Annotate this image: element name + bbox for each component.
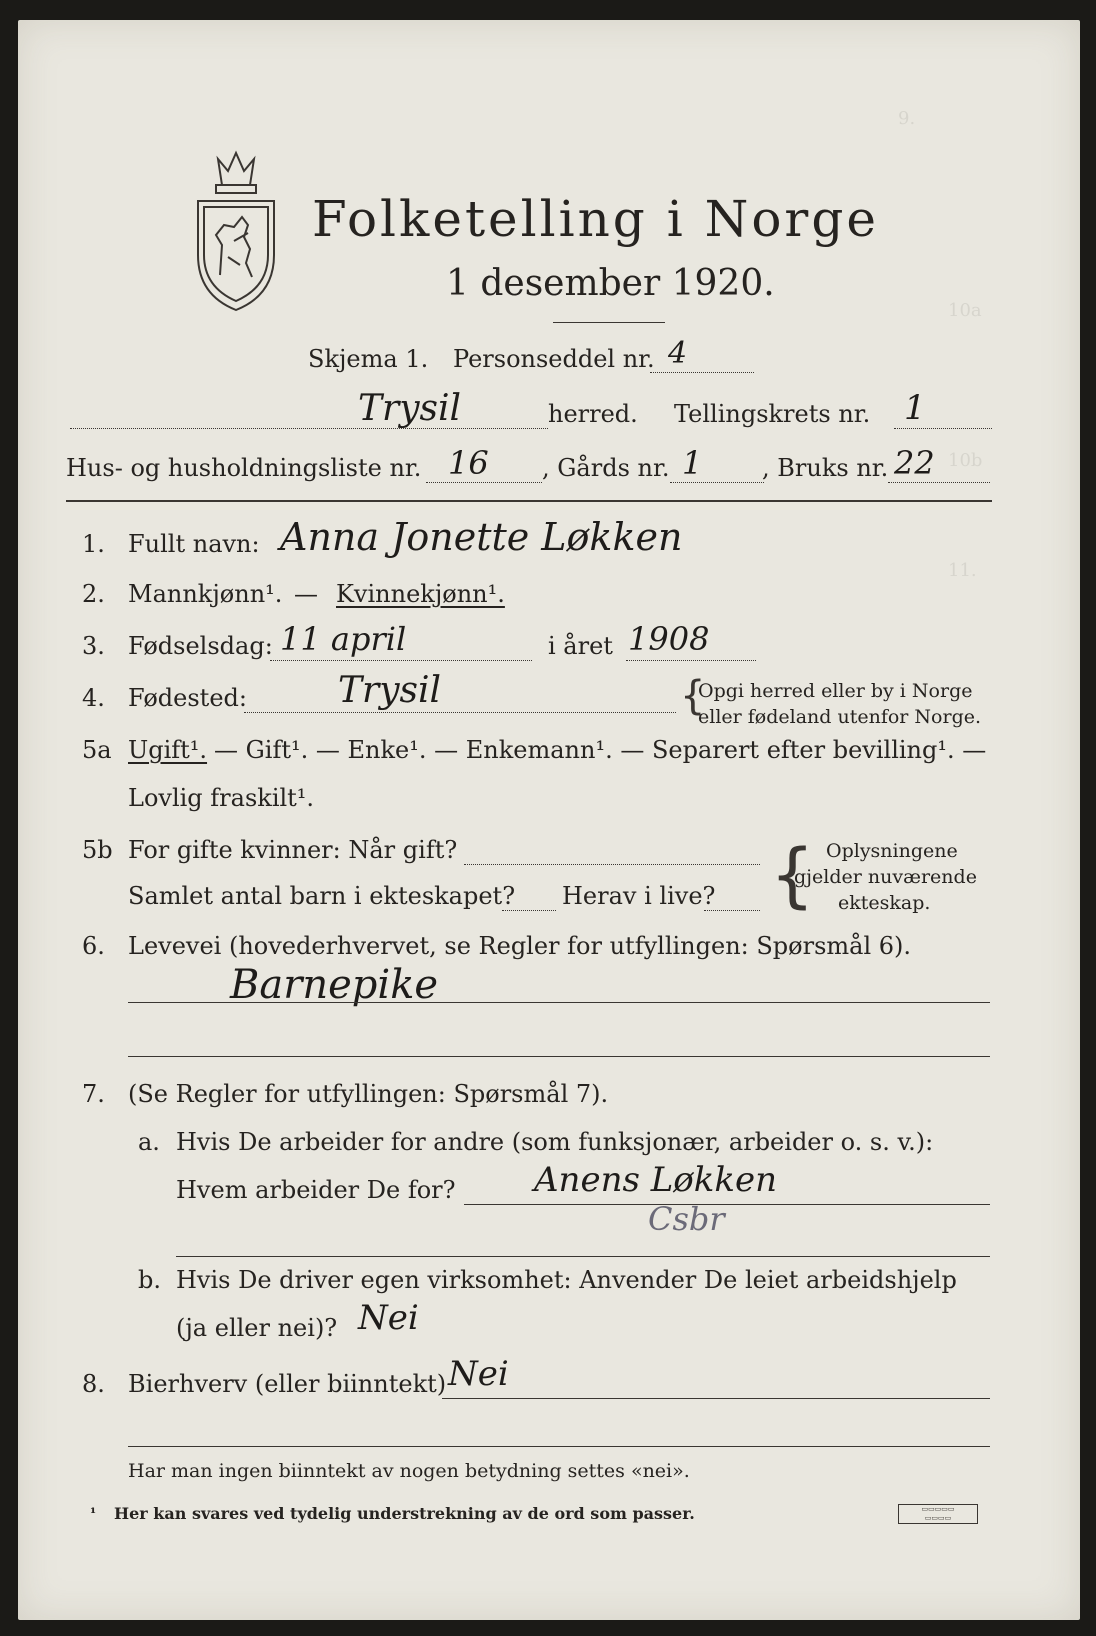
birthplace-note-1: Opgi herred eller by i Norge <box>698 680 973 702</box>
husliste-value[interactable]: 16 <box>448 444 489 482</box>
birthday-value[interactable]: 11 april <box>280 620 407 658</box>
q7a-letter: a. <box>138 1128 160 1156</box>
employer-label: Hvem arbeider De for? <box>176 1176 456 1204</box>
alive-line <box>704 910 760 911</box>
herred-line <box>70 428 548 429</box>
form-title: Folketelling i Norge <box>312 190 879 248</box>
brace-icon: { <box>770 834 815 916</box>
husliste-line <box>426 482 542 483</box>
q7-number: 7. <box>82 1080 105 1108</box>
q8-number: 8. <box>82 1370 105 1398</box>
employer-value[interactable]: Anens Løkken <box>534 1160 777 1200</box>
married-when-label: For gifte kvinner: Når gift? <box>128 836 458 864</box>
q7b-letter: b. <box>138 1266 161 1294</box>
gards-line <box>670 482 764 483</box>
birthplace-line <box>244 712 676 713</box>
fraskilt-option[interactable]: Lovlig fraskilt¹. <box>128 784 315 812</box>
q3-label: Fødselsdag: <box>128 632 273 660</box>
occupation-line-2 <box>128 1056 990 1057</box>
norwegian-coat-of-arms-icon <box>188 145 284 315</box>
bruks-value[interactable]: 22 <box>894 444 935 482</box>
sex-separator: — <box>294 580 318 608</box>
q7b-label: Hvis De driver egen virksomhet: Anvender De leiet arbeidshjelp <box>176 1266 957 1294</box>
gards-label: , Gårds nr. <box>542 454 670 482</box>
q4-label: Fødested: <box>128 684 247 712</box>
herred-value[interactable]: Trysil <box>358 388 462 429</box>
male-option[interactable]: Mannkjønn¹. <box>128 580 283 608</box>
side-income-value[interactable]: Nei <box>448 1354 509 1394</box>
personseddel-value[interactable]: 4 <box>668 336 688 371</box>
alive-label: Herav i live? <box>562 882 716 910</box>
tellingskrets-label: Tellingskrets nr. <box>674 400 871 428</box>
printer-stamp-icon: ▭▭▭▭▭ ▭▭▭▭ <box>898 1504 978 1524</box>
marriage-note-3: ekteskap. <box>838 892 931 914</box>
census-form <box>18 20 1080 1620</box>
marital-options[interactable]: — Gift¹. — Enke¹. — Enkemann¹. — Separert efter bevilling¹. — <box>214 736 987 764</box>
gards-value[interactable]: 1 <box>682 444 703 482</box>
q3-number: 3. <box>82 632 105 660</box>
side-income-line <box>442 1398 990 1399</box>
personseddel-label: Personseddel nr. <box>453 345 655 373</box>
employer-line <box>464 1204 990 1205</box>
footer-note: Har man ingen biinntekt av nogen betydning settes «nei». <box>128 1460 690 1482</box>
q4-number: 4. <box>82 684 105 712</box>
employer-line-2 <box>176 1256 990 1257</box>
q6-number: 6. <box>82 932 105 960</box>
bleed-through: 11. <box>948 560 977 581</box>
bleed-through: 10b <box>948 450 983 471</box>
hired-help-value[interactable]: Nei <box>358 1298 419 1338</box>
female-option[interactable]: Kvinnekjønn¹. <box>336 580 505 608</box>
occupation-label: Levevei (hovederhvervet, se Regler for utfyllingen: Spørsmål 6). <box>128 932 912 960</box>
side-income-line-2 <box>128 1446 990 1447</box>
birthplace-note-2: eller fødeland utenfor Norge. <box>698 706 982 728</box>
occupation-value[interactable]: Barnepike <box>230 962 439 1008</box>
marriage-note-2: gjelder nuværende <box>794 866 977 888</box>
q5b-number: 5b <box>82 836 113 864</box>
tellingskrets-line <box>894 428 992 429</box>
marriage-note-1: Oplysningene <box>826 840 958 862</box>
employer-code-mark: Csbr <box>648 1200 725 1238</box>
husliste-label: Hus- og husholdningsliste nr. <box>66 454 422 482</box>
tellingskrets-value[interactable]: 1 <box>904 388 926 428</box>
bleed-through: 9. <box>898 108 916 129</box>
full-name-value[interactable]: Anna Jonette Løkken <box>280 515 683 559</box>
herred-label: herred. <box>548 400 638 428</box>
q7-label: (Se Regler for utfyllingen: Spørsmål 7). <box>128 1080 609 1108</box>
married-when-line <box>464 864 760 865</box>
bruks-line <box>888 482 990 483</box>
bruks-label: , Bruks nr. <box>762 454 889 482</box>
birth-year-value[interactable]: 1908 <box>628 620 710 658</box>
schema-label: Skjema 1. <box>308 345 429 373</box>
footnote: Her kan svares ved tydelig understrekning av de ord som passer. <box>114 1504 695 1523</box>
section-divider <box>66 500 992 502</box>
q7a-label: Hvis De arbeider for andre (som funksjonær, arbeider o. s. v.): <box>176 1128 934 1156</box>
q5a-number: 5a <box>82 736 112 764</box>
q1-label: Fullt navn: <box>128 530 260 558</box>
hired-help-label: (ja eller nei)? <box>176 1314 338 1342</box>
year-line <box>626 660 756 661</box>
title-rule <box>553 322 665 323</box>
children-label: Samlet antal barn i ekteskapet? <box>128 882 516 910</box>
form-date: 1 desember 1920. <box>446 263 775 304</box>
q1-number: 1. <box>82 530 105 558</box>
personseddel-line <box>650 372 754 373</box>
birthplace-value[interactable]: Trysil <box>338 670 442 711</box>
bleed-through: 10a <box>948 300 982 321</box>
year-label: i året <box>548 632 613 660</box>
birthday-line <box>270 660 532 661</box>
footnote-mark: ¹ <box>90 1506 97 1522</box>
side-income-label: Bierhverv (eller biinntekt) <box>128 1370 447 1398</box>
brace-icon: { <box>680 673 706 719</box>
q2-number: 2. <box>82 580 105 608</box>
ugift-option[interactable]: Ugift¹. <box>128 736 208 764</box>
children-line <box>502 910 556 911</box>
occupation-line-1 <box>128 1002 990 1003</box>
